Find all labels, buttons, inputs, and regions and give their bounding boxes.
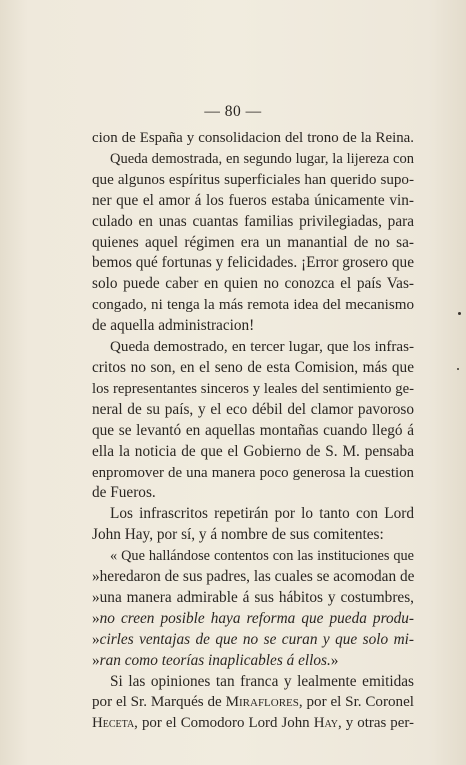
text-line: [92, 421, 414, 442]
text-line: [92, 525, 414, 546]
text-span: culado en unas cuantas familias privilegiadas, para: [92, 212, 414, 230]
text-span: los representantes sinceros y leales del sentimiento ge-: [92, 380, 414, 397]
text-span: que se levantó en aquellas montañas cuando llegó á: [92, 421, 414, 439]
text-span: de aquella administracion!: [92, 317, 255, 335]
text-span: , por el Comodoro Lord John: [134, 715, 314, 732]
text-line: [92, 212, 414, 233]
quote-line: [92, 588, 414, 609]
text-line: [92, 295, 414, 316]
text-span: John Hay, por sí, y á nombre de sus comitentes:: [92, 526, 384, 544]
italic-span: no creen posible haya reforma que pueda produ-: [99, 609, 414, 627]
text-span: , y otras per-: [337, 715, 414, 732]
text-line: [92, 253, 414, 274]
text-span: »: [92, 651, 100, 669]
text-span: »: [92, 630, 100, 648]
quote-line: [92, 651, 414, 672]
text-line: [92, 463, 414, 484]
text-line: [92, 442, 414, 463]
text-span: »heredaron de sus padres, las cuales se acomodan de: [92, 568, 415, 586]
smallcaps-name: Hay: [313, 715, 338, 732]
text-span: Si las opiniones tan franca y lealmente emitidas: [110, 672, 414, 690]
text-span: ner que el amor á los fueros estaba únicamente vin-: [92, 191, 414, 209]
text-span: enpromover de una manera poco generosa la cuestion: [92, 464, 414, 481]
text-line: [92, 358, 414, 379]
text-span: Queda demostrada, en segundo lugar, la lijereza con: [110, 150, 414, 167]
text-line: [92, 400, 414, 421]
text-line: [92, 692, 414, 713]
text-span: cion de España y consolidacion del trono de la Reina.: [92, 130, 414, 146]
text-span: , por el Sr. Coronel: [298, 694, 414, 711]
body-text: [92, 128, 414, 734]
text-line: [92, 483, 414, 504]
text-span: por el Sr. Marqués de: [92, 694, 226, 711]
ink-speck: [458, 312, 461, 315]
quote-line: [92, 567, 414, 588]
text-line: [92, 316, 414, 337]
quote-line: [92, 609, 414, 630]
quote-line: [92, 546, 414, 567]
text-span: Queda demostrado, en tercer lugar, que los infras-: [110, 339, 414, 356]
text-line: [92, 672, 414, 693]
text-line: [92, 149, 414, 170]
text-span: »una manera admirable á sus hábitos y costumbres,: [92, 588, 414, 606]
text-line: [92, 337, 414, 358]
text-span: bemos qué fortunas y felicidades. ¡Error grosero que: [92, 254, 414, 272]
text-line: [92, 379, 414, 400]
text-span: »: [330, 651, 339, 669]
text-line: [92, 128, 414, 149]
quote-line: [92, 630, 414, 651]
page-number: — 80 —: [204, 103, 262, 120]
text-line: [92, 274, 414, 295]
text-span: critos no son, en el seno de esta Comision, más que: [92, 358, 414, 376]
text-line: [92, 170, 414, 191]
text-span: »: [92, 609, 100, 627]
smallcaps-name: Miraflores: [225, 694, 299, 711]
text-span: neral de su país, y el eco débil del clamor pavoroso: [92, 400, 414, 418]
text-span: que algunos espíritus superficiales han querido supo-: [92, 171, 414, 188]
text-line: [92, 504, 414, 525]
text-line: [92, 191, 414, 212]
ink-speck: [457, 368, 459, 370]
italic-span: ran como teorías inaplicables á ellos.: [99, 651, 331, 669]
text-span: congado, ni tenga la más remota idea del mecanismo: [92, 297, 414, 314]
text-line: [92, 713, 414, 734]
text-span: ella la noticia de que el Gobierno de S. M. pensaba: [92, 442, 414, 460]
text-span: solo puede caber en quien no conozca el país Vas-: [92, 275, 414, 293]
text-span: « Que hallándose contentos con las instituciones que: [110, 548, 414, 565]
text-span: Los infrascritos repetirán por lo tanto con Lord: [110, 505, 414, 523]
text-span: de Fueros.: [92, 484, 156, 502]
text-span: quienes aquel régimen era un manantial de no sa-: [92, 233, 414, 251]
smallcaps-name: Heceta: [92, 715, 135, 732]
italic-span: cirles ventajas de que no se curan y que solo mi-: [99, 630, 414, 648]
text-line: [92, 233, 414, 254]
